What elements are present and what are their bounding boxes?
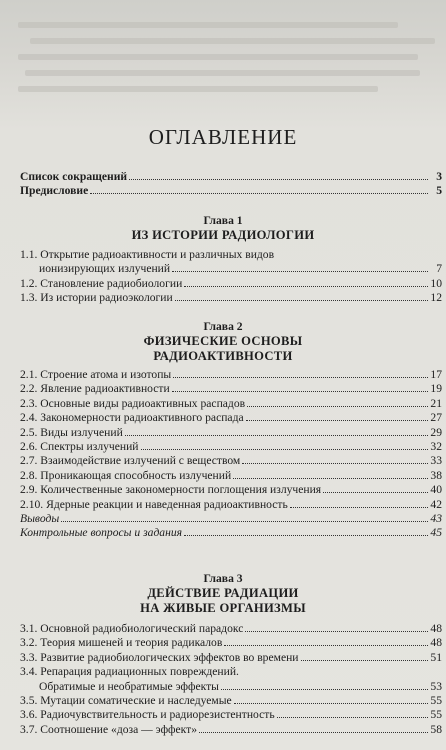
entry-title: 2.9. Количественные закономерности поглощения излучения xyxy=(20,483,322,497)
entry-title: 2.1. Строение атома и изотопы xyxy=(20,368,172,381)
entry-title: 1.3. Из истории радиоэкологии xyxy=(20,291,173,305)
dot-leader xyxy=(90,192,428,194)
entry-title: 3.3. Развитие радиобиологических эффектов во времени xyxy=(20,650,299,664)
toc-entry[interactable] xyxy=(20,665,442,694)
chapter-title: ИЗ ИСТОРИИ РАДИОЛОГИИ xyxy=(131,228,315,242)
bleed-through-line xyxy=(18,54,418,60)
page-number: 7 xyxy=(436,262,442,276)
chapter-title: РАДИОАКТИВНОСТИ xyxy=(153,349,293,363)
bleed-through-line xyxy=(18,22,398,28)
chapter-heading xyxy=(0,572,446,616)
entry-title: 3.5. Мутации соматические и наследуемые xyxy=(20,694,232,708)
toc-entry[interactable] xyxy=(20,248,442,277)
toc-entry[interactable] xyxy=(20,411,442,425)
toc-entry[interactable] xyxy=(20,382,442,396)
entry-title: 2.5. Виды излучений xyxy=(20,425,123,439)
page-number: 33 xyxy=(430,454,442,468)
toc-entry[interactable] xyxy=(20,708,442,722)
toc-entry[interactable] xyxy=(20,397,442,411)
toc-entry[interactable] xyxy=(20,170,442,184)
dot-leader xyxy=(61,520,428,522)
chapter-entries xyxy=(20,248,442,306)
entry-title-continued: ионизирующих излучений xyxy=(39,262,171,276)
chapter-heading xyxy=(0,214,446,243)
page-title: ОГЛАВЛЕНИЕ xyxy=(148,125,298,149)
toc-entry[interactable] xyxy=(20,723,442,737)
dot-leader xyxy=(301,659,428,661)
page-number: 12 xyxy=(430,291,442,305)
entry-title: 3.1. Основной радиобиологический парадокс xyxy=(20,622,244,635)
chapter-number: Глава 2 xyxy=(203,320,243,333)
toc-entry[interactable] xyxy=(20,426,442,440)
toc-entry[interactable] xyxy=(20,277,442,291)
chapter-number: Глава 3 xyxy=(203,572,243,585)
page-number: 55 xyxy=(430,708,442,722)
bleed-through-line xyxy=(18,86,378,92)
page-number: 58 xyxy=(430,722,442,736)
page-number: 3 xyxy=(436,170,442,183)
page-number: 51 xyxy=(430,650,442,664)
entry-title: 3.2. Теория мишеней и теория радикалов xyxy=(20,636,223,650)
toc-entry[interactable] xyxy=(20,498,442,512)
entry-title: Предисловие xyxy=(20,184,89,198)
front-matter xyxy=(20,170,442,199)
dot-leader xyxy=(129,178,428,180)
entry-title: 2.7. Взаимодействие излучений с веществом xyxy=(20,454,241,468)
chapter-title: ДЕЙСТВИЕ РАДИАЦИИ xyxy=(147,586,299,600)
entry-title: 2.6. Спектры излучений xyxy=(20,440,139,454)
dot-leader xyxy=(172,270,428,272)
dot-leader xyxy=(323,491,428,493)
toc-entry[interactable] xyxy=(20,526,442,540)
page-number: 45 xyxy=(430,526,442,540)
dot-leader xyxy=(199,731,428,733)
entry-title: 2.4. Закономерности радиоактивного распада xyxy=(20,411,244,425)
toc-entry[interactable] xyxy=(20,184,442,198)
page-number: 32 xyxy=(430,440,442,454)
entry-title: Список сокращений xyxy=(20,170,128,183)
page-number: 27 xyxy=(430,411,442,425)
bleed-through-line xyxy=(25,70,420,76)
entry-title: 2.2. Явление радиоактивности xyxy=(20,382,170,396)
chapter-number: Глава 1 xyxy=(203,214,243,227)
page-number: 29 xyxy=(430,425,442,439)
page-number: 19 xyxy=(430,382,442,396)
dot-leader xyxy=(221,688,428,690)
entry-title-continued: Обратимые и необратимые эффекты xyxy=(39,679,219,693)
dot-leader xyxy=(173,376,428,378)
dot-leader xyxy=(184,285,428,287)
entry-title: 1.1. Открытие радиоактивности и различных видов xyxy=(20,248,275,261)
chapter-title: ФИЗИЧЕСКИЕ ОСНОВЫ xyxy=(143,334,303,348)
toc-entry[interactable] xyxy=(20,512,442,526)
chapter-heading xyxy=(0,320,446,364)
dot-leader xyxy=(172,390,428,392)
chapter-entries xyxy=(20,622,442,737)
toc-entry[interactable] xyxy=(20,291,442,305)
toc-entry[interactable] xyxy=(20,454,442,468)
dot-leader xyxy=(175,299,428,301)
chapter-entries xyxy=(20,368,442,541)
toc-entry[interactable] xyxy=(20,636,442,650)
page-number: 42 xyxy=(430,497,442,511)
dot-leader xyxy=(277,716,428,718)
entry-title: Контрольные вопросы и задания xyxy=(20,526,183,540)
page-number: 55 xyxy=(430,694,442,708)
dot-leader xyxy=(290,506,428,508)
dot-leader xyxy=(141,448,428,450)
dot-leader xyxy=(242,462,428,464)
dot-leader xyxy=(234,702,428,704)
toc-entry[interactable] xyxy=(20,694,442,708)
dot-leader xyxy=(247,405,428,407)
entry-title: 3.6. Радиочувствительность и радиорезистентность xyxy=(20,708,275,722)
toc-entry[interactable] xyxy=(20,440,442,454)
dot-leader xyxy=(224,644,428,646)
toc-entry[interactable] xyxy=(20,622,442,636)
page-number: 38 xyxy=(430,468,442,482)
page-number: 48 xyxy=(430,622,442,635)
page-number: 17 xyxy=(430,368,442,381)
dot-leader xyxy=(184,534,428,536)
toc-entry[interactable] xyxy=(20,469,442,483)
bleed-through-line xyxy=(30,38,435,44)
dot-leader xyxy=(125,434,428,436)
chapter-title: НА ЖИВЫЕ ОРГАНИЗМЫ xyxy=(140,601,306,615)
page-number: 53 xyxy=(430,679,442,693)
page-number: 21 xyxy=(430,396,442,410)
page-number: 40 xyxy=(430,483,442,497)
toc-entry[interactable] xyxy=(20,651,442,665)
dot-leader xyxy=(233,477,428,479)
dot-leader xyxy=(245,630,428,632)
page-number: 10 xyxy=(430,276,442,290)
entry-title: 2.8. Проникающая способность излучений xyxy=(20,468,232,482)
page-number: 43 xyxy=(430,512,442,526)
entry-title: 2.3. Основные виды радиоактивных распадов xyxy=(20,396,246,410)
page-number: 48 xyxy=(430,636,442,650)
toc-entry[interactable] xyxy=(20,483,442,497)
entry-title: 3.7. Соотношение «доза — эффект» xyxy=(20,722,198,736)
page-number: 5 xyxy=(436,184,442,198)
entry-title: 2.10. Ядерные реакции и наведенная радиоактивность xyxy=(20,497,288,511)
dot-leader xyxy=(246,419,428,421)
entry-title: 3.4. Репарация радиационных повреждений. xyxy=(20,665,239,679)
toc-entry[interactable] xyxy=(20,368,442,382)
entry-title: 1.2. Становление радиобиологии xyxy=(20,276,183,290)
entry-title: Выводы xyxy=(20,512,60,526)
